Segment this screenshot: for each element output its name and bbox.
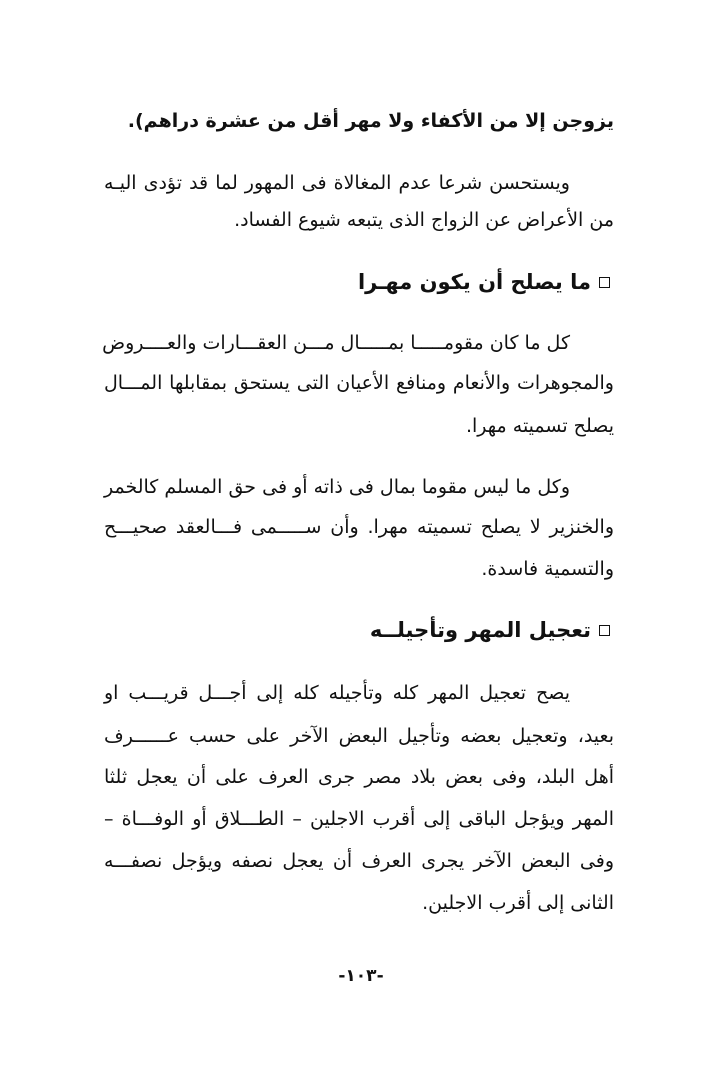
square-bullet-icon: [599, 625, 610, 636]
text-line: وكل ما ليس مقوما بمال فى ذاته أو فى حق المسلم كالخمر: [104, 476, 570, 498]
text-line: يصلح تسميته مهرا.: [465, 415, 614, 437]
section-heading: [358, 265, 610, 299]
text-line: والخنزير لا يصلح تسميته مهرا. وأن ســـــمى فـــالعقد صحيـــح: [104, 516, 614, 538]
text-line: بعيد، وتعجيل بعضه وتأجيل البعض الآخر على حسب عــــــرف: [104, 725, 614, 747]
text-line: يصح تعجيل المهر كله وتأجيله كله إلى أجـــل قريـــب او: [104, 682, 570, 704]
heading-text: تعجيل المهر وتأجيلــه: [369, 618, 591, 642]
text-line: يزوجن إلا من الأكفاء ولا مهر أقل من عشرة دراهم).: [127, 110, 614, 132]
text-line: من الأعراض عن الزواج الذى يتبعه شيوع الفساد.: [234, 209, 614, 231]
text-line: والمجوهرات والأنعام ومنافع الأعيان التى يستحق بمقابلها المـــال: [104, 372, 614, 394]
text-line: ويستحسن شرعا عدم المغالاة فى المهور لما قد تؤدى اليـه: [104, 172, 570, 194]
text-line: المهر ويؤجل الباقى إلى أقرب الاجلين – الطـــلاق أو الوفـــاة –: [104, 808, 614, 830]
text-line: كل ما كان مقومـــــا بمـــــال مـــن العقـــارات والعــــروض: [102, 332, 570, 354]
text-line: وفى البعض الآخر يجرى العرف أن يعجل نصفه ويؤجل نصفـــه: [104, 850, 614, 872]
page-number: -١٠٣-: [338, 966, 384, 986]
text-line: أهل البلد، وفى بعض بلاد مصر جرى العرف على أن يعجل ثلثا: [104, 766, 614, 788]
heading-text: ما يصلح أن يكون مهـرا: [357, 270, 591, 294]
section-heading: [370, 613, 610, 647]
text-line: الثانى إلى أقرب الاجلين.: [422, 892, 614, 914]
text-line: والتسمية فاسدة.: [481, 558, 614, 580]
square-bullet-icon: [599, 277, 610, 288]
